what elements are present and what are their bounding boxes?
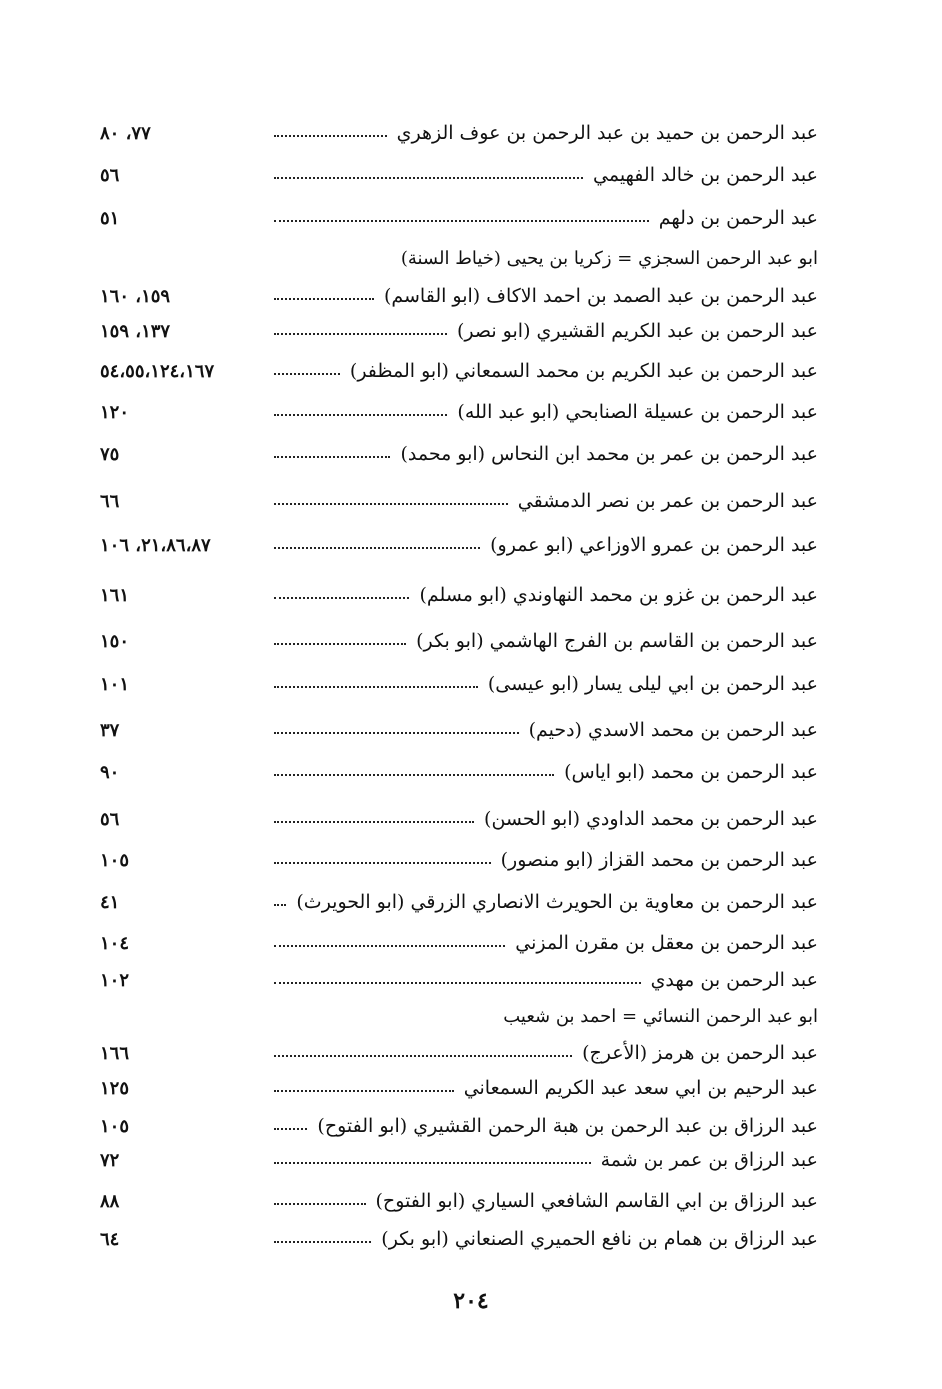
index-entry xyxy=(100,158,818,192)
entry-name: عبد الرزاق بن عبد الرحمن بن هبة الرحمن القشيري (ابو الفتوح) xyxy=(317,1115,818,1137)
index-entry xyxy=(100,624,818,658)
dot-leader xyxy=(274,298,374,300)
index-entry xyxy=(100,1071,818,1105)
entry-pages: ١٦١ xyxy=(100,584,130,606)
entry-pages: ٦٤ xyxy=(100,1228,120,1250)
index-entry xyxy=(100,314,818,348)
index-entry xyxy=(100,1036,818,1070)
dot-leader xyxy=(274,373,340,375)
dot-leader xyxy=(274,503,508,505)
entry-pages: ١٥٠ xyxy=(100,630,130,652)
dot-leader xyxy=(274,774,554,776)
entry-pages: ١٠٢ xyxy=(100,969,130,991)
index-entry xyxy=(100,713,818,747)
dot-leader xyxy=(274,1162,591,1164)
index-entry xyxy=(100,926,818,960)
index-entry xyxy=(100,578,818,612)
dot-leader xyxy=(274,982,641,984)
index-entry xyxy=(100,1222,818,1256)
entry-pages: ٧٢ xyxy=(100,1149,120,1171)
entry-pages: ١٠٤ xyxy=(100,932,130,954)
index-entry xyxy=(100,885,818,919)
dot-leader xyxy=(274,1241,371,1243)
entry-name: عبد الرحمن بن غزو بن محمد النهاوندي (ابو مسلم) xyxy=(419,584,818,606)
index-entry xyxy=(100,1184,818,1218)
dot-leader xyxy=(274,333,447,335)
entry-name: عبد الرحمن بن عمر بن محمد ابن النحاس (ابو محمد) xyxy=(400,443,818,465)
dot-leader xyxy=(274,643,406,645)
index-entry xyxy=(100,437,818,471)
dot-leader xyxy=(274,686,478,688)
entry-name: عبد الرحمن بن مهدي xyxy=(650,969,818,991)
dot-leader xyxy=(274,862,491,864)
entry-name: عبد الرحمن بن محمد القزاز (ابو منصور) xyxy=(500,849,818,871)
entry-name: عبد الرحمن بن هرمز (الأعرج) xyxy=(582,1042,818,1064)
entry-name: عبد الرحمن بن محمد الداودي (ابو الحسن) xyxy=(484,808,818,830)
entry-pages: ٥٦ xyxy=(100,164,120,186)
entry-name: عبد الرزاق بن ابي القاسم الشافعي السياري (ابو الفتوح) xyxy=(375,1190,818,1212)
entry-name: عبد الرحمن بن عمر بن نصر الدمشقي xyxy=(517,490,818,512)
dot-leader xyxy=(274,1090,454,1092)
dot-leader xyxy=(274,414,447,416)
index-entry xyxy=(100,802,818,836)
index-entry xyxy=(100,667,818,701)
index-entry xyxy=(100,354,818,388)
entry-name: عبد الرحمن بن حميد بن عبد الرحمن بن عوف الزهري xyxy=(396,122,818,144)
entry-name: عبد الرحمن بن القاسم بن الفرج الهاشمي (ابو بكر) xyxy=(416,630,818,652)
dot-leader xyxy=(274,220,649,222)
entry-name: عبد الرحمن بن عمرو الاوزاعي (ابو عمرو) xyxy=(490,534,818,556)
entry-name: عبد الرحمن بن دلهم xyxy=(658,207,818,229)
dot-leader xyxy=(274,732,519,734)
dot-leader xyxy=(274,904,286,906)
entry-pages: ٩٠ xyxy=(100,761,120,783)
entry-pages: ٨٨ xyxy=(100,1190,120,1212)
index-entry xyxy=(100,201,818,235)
entry-pages: ١٢٠ xyxy=(100,401,130,423)
index-entry xyxy=(100,1143,818,1177)
entry-name: عبد الرحمن بن محمد الاسدي (دحيم) xyxy=(528,719,818,741)
dot-leader xyxy=(274,945,505,947)
index-entry xyxy=(100,755,818,789)
entry-pages: ٦٦ xyxy=(100,490,120,512)
index-entry xyxy=(100,116,818,150)
dot-leader xyxy=(274,1055,572,1057)
entry-name: عبد الرحمن بن خالد الفهيمي xyxy=(593,164,818,186)
entry-pages: ٣٧ xyxy=(100,719,120,741)
index-entry xyxy=(100,279,818,313)
entry-pages: ٧٧، ٨٠ xyxy=(100,122,151,144)
index-entry xyxy=(100,843,818,877)
dot-leader xyxy=(274,1203,366,1205)
entry-pages: ١٦٦ xyxy=(100,1042,130,1064)
entry-pages: ٥٦ xyxy=(100,808,120,830)
entry-name: عبد الرزاق بن عمر بن شمة xyxy=(600,1149,818,1171)
dot-leader xyxy=(274,821,474,823)
entry-name: عبد الرحمن بن معاوية بن الحويرث الانصاري الزرقي (ابو الحويرث) xyxy=(296,891,818,913)
entry-pages: ٥٤،٥٥،١٢٤،١٦٧ xyxy=(100,360,215,382)
index-entry xyxy=(100,963,818,997)
entry-pages: ٢١،٨٦،٨٧، ١٠٦ xyxy=(100,534,211,556)
dot-leader xyxy=(274,547,480,549)
index-entry xyxy=(100,395,818,429)
entry-name: عبد الرحمن بن محمد (ابو اياس) xyxy=(564,761,818,783)
entry-name: عبد الرحمن بن عبد الصمد بن احمد الاكاف (ابو القاسم) xyxy=(383,285,818,307)
entry-pages: ١٥٩، ١٦٠ xyxy=(100,285,171,307)
entry-name: عبد الرحمن بن عسيلة الصنابحي (ابو عبد الله) xyxy=(457,401,818,423)
entry-pages: ٧٥ xyxy=(100,443,120,465)
entry-name: عبد الرحمن بن عبد الكريم القشيري (ابو نصر) xyxy=(456,320,818,342)
entry-name: عبد الرحيم بن ابي سعد عبد الكريم السمعاني xyxy=(463,1077,818,1099)
entry-pages: ١٠١ xyxy=(100,673,130,695)
index-entry xyxy=(100,1109,818,1143)
entry-name: عبد الرحمن بن معقل بن مقرن المزني xyxy=(515,932,818,954)
dot-leader xyxy=(274,177,583,179)
entry-pages: ١٢٥ xyxy=(100,1077,130,1099)
index-entry xyxy=(100,528,818,562)
entry-pages: ١٣٧، ١٥٩ xyxy=(100,320,171,342)
dot-leader xyxy=(274,135,387,137)
cross-reference: ابو عبد الرحمن السجزي = زكريا بن يحيى (خياط السنة) xyxy=(400,247,818,269)
entry-name: عبد الرزاق بن همام بن نافع الحميري الصنعاني (ابو بكر) xyxy=(381,1228,818,1250)
entry-pages: ٤١ xyxy=(100,891,120,913)
entry-name: عبد الرحمن بن ابي ليلى يسار (ابو عيسى) xyxy=(487,673,818,695)
page-number: ٢٠٤ xyxy=(453,1288,489,1314)
dot-leader xyxy=(274,597,409,599)
entry-pages: ١٠٥ xyxy=(100,849,130,871)
entry-pages: ٥١ xyxy=(100,207,120,229)
entry-name: عبد الرحمن بن عبد الكريم بن محمد السمعاني (ابو المظفر) xyxy=(349,360,818,382)
dot-leader xyxy=(274,456,390,458)
cross-reference: ابو عبد الرحمن النسائي = احمد بن شعيب xyxy=(503,1005,818,1027)
index-entry xyxy=(100,484,818,518)
dot-leader xyxy=(274,1128,307,1130)
entry-pages: ١٠٥ xyxy=(100,1115,130,1137)
